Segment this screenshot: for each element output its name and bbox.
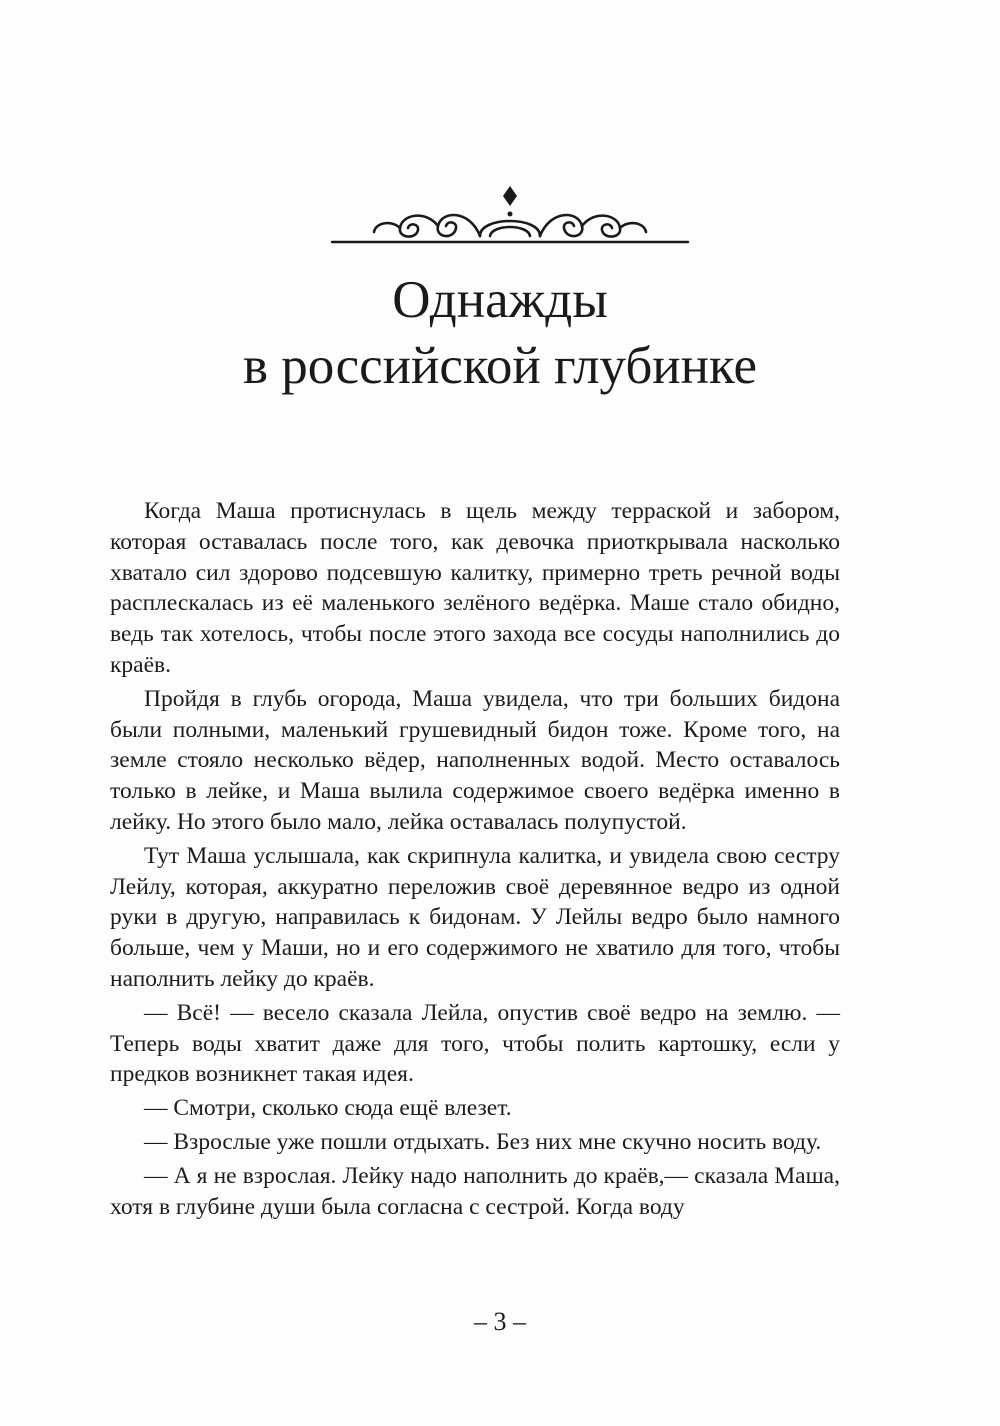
dialogue-line: — А я не взрослая. Лейку надо наполнить до краёв,— сказала Маша, хотя в глубине души была согласна с сестрой. Когда воду (110, 1162, 840, 1220)
chapter-title-line-2: в российской глубинке (242, 337, 757, 395)
paragraph: Пройдя в глубь огорода, Маша увидела, что три больших бидона были полными, маленький грушевидный бидон тоже. Кроме того, на земле стояло несколько вёдер, наполненных водой. Место оставалось только в лейке, и Маша вылила содержимое своего ведёрка именно в лейку. Но этого было мало, лейка оставалась полупустой. (110, 685, 840, 835)
paragraph: Тут Маша услышала, как скрипнула калитка, и увидела свою сестру Лейлу, которая, аккуратно переложив своё деревянное ведро из одной руки в другую, направилась к бидонам. У Лейлы ведро было намного больше, чем у Маши, но и его содержимого не хватило для того, чтобы наполнить лейку до краёв. (110, 842, 840, 992)
dialogue-line: — Взрослые уже пошли отдыхать. Без них мне скучно носить воду. (144, 1128, 822, 1155)
page-number: – 3 – (474, 1307, 526, 1336)
ornament-divider-icon (330, 180, 690, 250)
chapter-title-line-1: Однажды (392, 271, 608, 329)
chapter-body (110, 496, 840, 1222)
dialogue-line: — Всё! — весело сказала Лейла, опустив своё ведро на землю. — Теперь воды хватит даже для того, чтобы полить картошку, если у предков возникнет такая идея. (110, 999, 840, 1088)
dialogue-line: — Смотри, сколько сюда ещё влезет. (144, 1095, 512, 1122)
paragraph: Когда Маша протиснулась в щель между терраской и забором, которая оставалась после того, как девочка приоткрывала насколько хватало сил здорово подсевшую калитку, примерно треть речной воды расплескалась из её маленького зелёного ведёрка. Маше стало обидно, ведь так хотелось, чтобы после этого захода все сосуды наполнились до краёв. (110, 498, 840, 678)
